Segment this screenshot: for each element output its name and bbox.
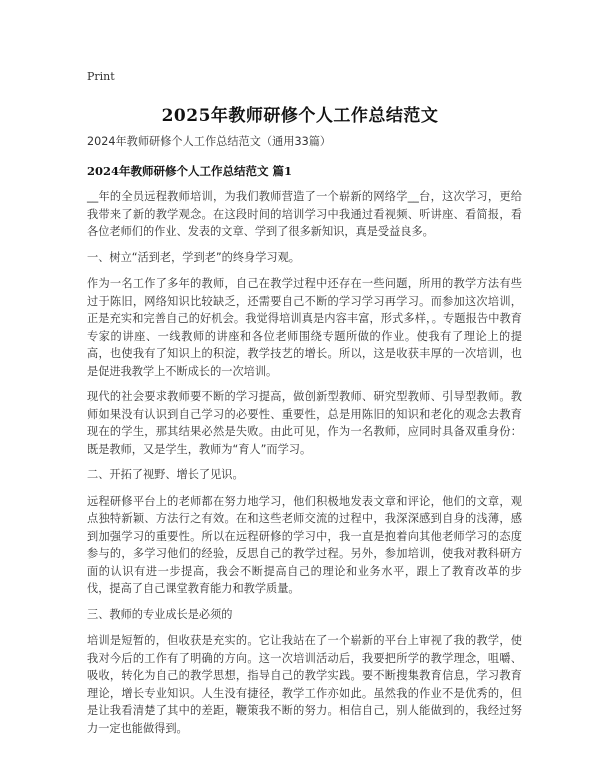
section-heading: 三、教师的专业成长是必须的: [87, 607, 233, 621]
paragraph: 作为一名工作了多年的教师，自己在教学过程中还存在一些问题，所用的教学方法有些过于陈旧，网络知识比较缺乏，还需要自己不断的学习学习再学习。而参加这次培训，正是充实和完善自己的好机会。我觉得培训真是内容丰富，形式多样，。专题报告中教育专家的讲座、一线教师的讲座和各位老师围绕专题所做的作业。使我有了理论上的提高，也使我有了知识上的积淀，教学技艺的增长。所以，这是收获丰厚的一次培训，也是促进我教学上不断成长的一次培训。: [87, 277, 522, 378]
paragraph: 培训是短暂的，但收获是充实的。它让我站在了一个崭新的平台上审视了我的教学，使我对今后的工作有了明确的方向。这一次培训活动后，我要把所学的教学理念，咀嚼、吸收，转化为自己的教学思想，指导自己的教学实践。要不断搜集教育信息，学习教育理论，增长专业知识。人生没有捷径，教学工作亦如此。虽然我的作业不是优秀的，但是让我看清楚了其中的差距，鞭策我不断的努力。相信自己，别人能做到的，我经过努力一定也能做得到。: [87, 634, 522, 735]
section-heading: 一、树立“活到老，学到老”的终身学习观。: [87, 250, 300, 264]
section-heading: 二、开拓了视野、增长了见识。: [87, 468, 244, 481]
document-body: [87, 188, 522, 745]
document-subtitle: 2024年教师研修个人工作总结范文（通用33篇）: [87, 135, 332, 148]
paragraph: 现代的社会要求教师要不断的学习提高，做创新型教师、研究型教师、引导型教师。教师如果没有认识到自己学习的必要性、重要性，总是用陈旧的知识和老化的观念去教育现在的学生，那其结果必然是失败。由此可见，作为一名教师，应同时具备双重身份：既是教师，又是学生，教师为“育人”而学习。: [87, 390, 522, 456]
page-title: 2025年教师研修个人工作总结范文: [161, 106, 439, 126]
section-title: 2024年教师研修个人工作总结范文 篇1: [87, 164, 293, 178]
paragraph: 远程研修平台上的老师都在努力地学习，他们积极地发表文章和评论，他们的文章，观点独特新颖、方法行之有效。在和这些老师交流的过程中，我深深感到自身的浅薄，感到加强学习的重要性。所以在远程研修的学习中，我一直是抱着向其他老师学习的态度参与的，多学习他们的经验，反思自己的教学过程。另外，参加培训，使我对教科研方面的认识有进一步提高，我会不断提高自己的理论和业务水平，跟上了教育改革的步伐，提高了自己课堂教育能力和教学质量。: [87, 494, 522, 595]
paragraph: __年的全员远程教师培训，为我们教师营造了一个崭新的网络学__台，这次学习，更给我带来了新的教学观念。在这段时间的培训学习中我通过看视频、听讲座、看简报，看各位老师们的作业、发表的文章、学到了很多新知识，真是受益良多。: [87, 190, 522, 238]
print-link[interactable]: Print: [87, 70, 115, 83]
